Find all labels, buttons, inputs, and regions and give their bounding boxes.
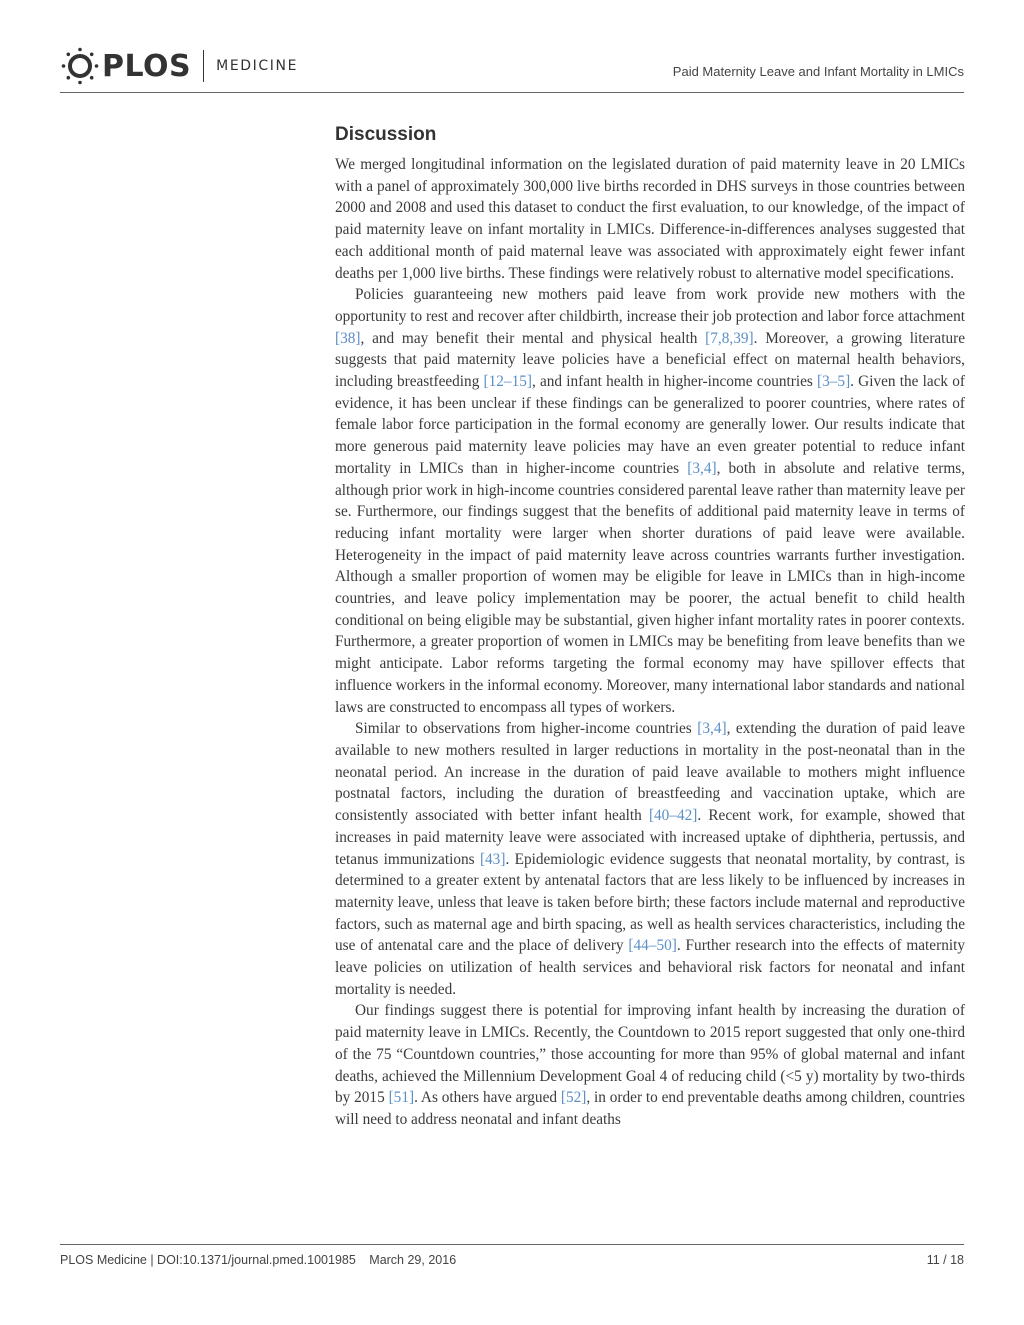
body-paragraph: We merged longitudinal information on the legislated duration of paid maternity leave in 20 LMICs with a panel of approximately 300,000 live births recorded in DHS surveys in those countries between 2000 and 2008 and used this dataset to conduct the first evaluation, to our knowledge, of the impact of paid maternity leave on infant mortality in LMICs. Difference-in-differences analyses suggested that each additional month of paid maternal leave was associated with approximately eight fewer infant deaths per 1,000 live births. These findings were relatively robust to alternative model specifications. [335, 156, 965, 282]
citation-link[interactable]: [7,8,39] [705, 329, 754, 347]
footer-citation: PLOS Medicine | DOI:10.1371/journal.pmed.1001985 [60, 1253, 356, 1267]
footer-date: March 29, 2016 [369, 1253, 457, 1267]
citation-link[interactable]: [51] [388, 1089, 415, 1107]
section-heading: Discussion [335, 124, 437, 145]
article-body [335, 124, 965, 1131]
running-title: Paid Maternity Leave and Infant Mortality in LMICs [672, 64, 964, 79]
body-paragraph: Similar to observations from higher-income countries [3,4], extending the duration of paid leave available to new mothers resulted in larger reductions in mortality in the post-neonatal than in the neonatal period. An increase in the duration of paid leave available to mothers might influence postnatal factors, including the duration of breastfeeding and vaccination uptake, which are consistently associated with better infant health [40–42]. Recent work, for example, showed that increases in paid maternity leave were associated with increased uptake of diphtheria, pertussis, and tetanus immunizations [43]. Epidemiologic evidence suggests that neonatal mortality, by contrast, is determined to a greater extent by antenatal factors that are less likely to be influenced by increases in maternity leave, unless that leave is taken before birth; these factors include maternal and reproductive factors, such as maternal age and birth spacing, as well as health services characteristics, including the use of antenatal care and the place of delivery [44–50]. Further research into the effects of maternity leave policies on utilization of health services and behavioral risk factors for neonatal and infant mortality is needed. [335, 720, 965, 998]
citation-link[interactable]: [43] [479, 850, 506, 868]
citation-link[interactable]: [3,4] [687, 459, 717, 477]
citation-link[interactable]: [3,4] [697, 720, 727, 738]
citation-link[interactable]: [52] [560, 1089, 587, 1107]
page-number: 11 / 18 [926, 1253, 964, 1267]
citation-link[interactable]: [44–50] [628, 937, 677, 955]
body-paragraph: Policies guaranteeing new mothers paid leave from work provide new mothers with the opportunity to rest and recover after childbirth, increase their job protection and labor force attachment [38], and may benefit their mental and physical health [7,8,39]. Moreover, a growing literature suggests that paid maternity leave policies have a beneficial effect on maternal health behaviors, including breastfeeding [12–15], and infant health in higher-income countries [3–5]. Given the lack of evidence, it has been unclear if these findings can be generalized to poorer countries, where rates of female labor force participation in the formal economy are generally lower. Our results indicate that more generous paid maternity leave policies may have an even greater potential to reduce infant mortality in LMICs than in higher-income countries [3,4], both in absolute and relative terms, although prior work in high-income countries considered parental leave rather than maternity leave per se. Furthermore, our findings suggest that the benefits of additional paid maternity leave in terms of reducing infant mortality were larger when shorter durations of paid leave were available. Heterogeneity in the impact of paid maternity leave across countries warrants further investigation. Although a smaller proportion of women may be eligible for leave in LMICs than in high-income countries, and leave policy implementation may be poorer, the actual benefit to child health conditional on being eligible may be substantial, given higher infant mortality rates in poorer contexts. Furthermore, a greater proportion of women in LMICs may be benefiting from leave benefits than we might anticipate. Labor reforms targeting the formal economy may have spillover effects that influence workers in the informal economy. Moreover, many international labor standards and national laws are constructed to encompass all types of workers. [335, 286, 965, 716]
logo-journal-name: MEDICINE [216, 58, 299, 74]
body-paragraph: Our findings suggest there is potential for improving infant health by increasing the duration of paid maternity leave in LMICs. Recently, the Countdown to 2015 report suggested that only one-third of the 75 “Countdown countries,” those accounting for more than 95% of global maternal and infant deaths, achieved the Millennium Development Goal 4 of reducing child (<5 y) mortality by two-thirds by 2015 [51]. As others have argued [52], in order to end preventable deaths among children, countries will need to address neonatal and infant deaths [335, 1002, 965, 1128]
citation-link[interactable]: [38] [335, 329, 361, 347]
footer-citation-line [60, 1253, 456, 1267]
plos-medicine-logo [60, 46, 298, 86]
page-footer [60, 1244, 964, 1267]
plos-logo-icon [60, 46, 100, 86]
page-header [60, 40, 964, 93]
citation-link[interactable]: [12–15] [483, 373, 532, 391]
logo-plos-text: PLOS [102, 48, 192, 84]
logo-divider [203, 50, 204, 82]
citation-link[interactable]: [3–5] [817, 373, 851, 391]
citation-link[interactable]: [40–42] [648, 807, 698, 825]
